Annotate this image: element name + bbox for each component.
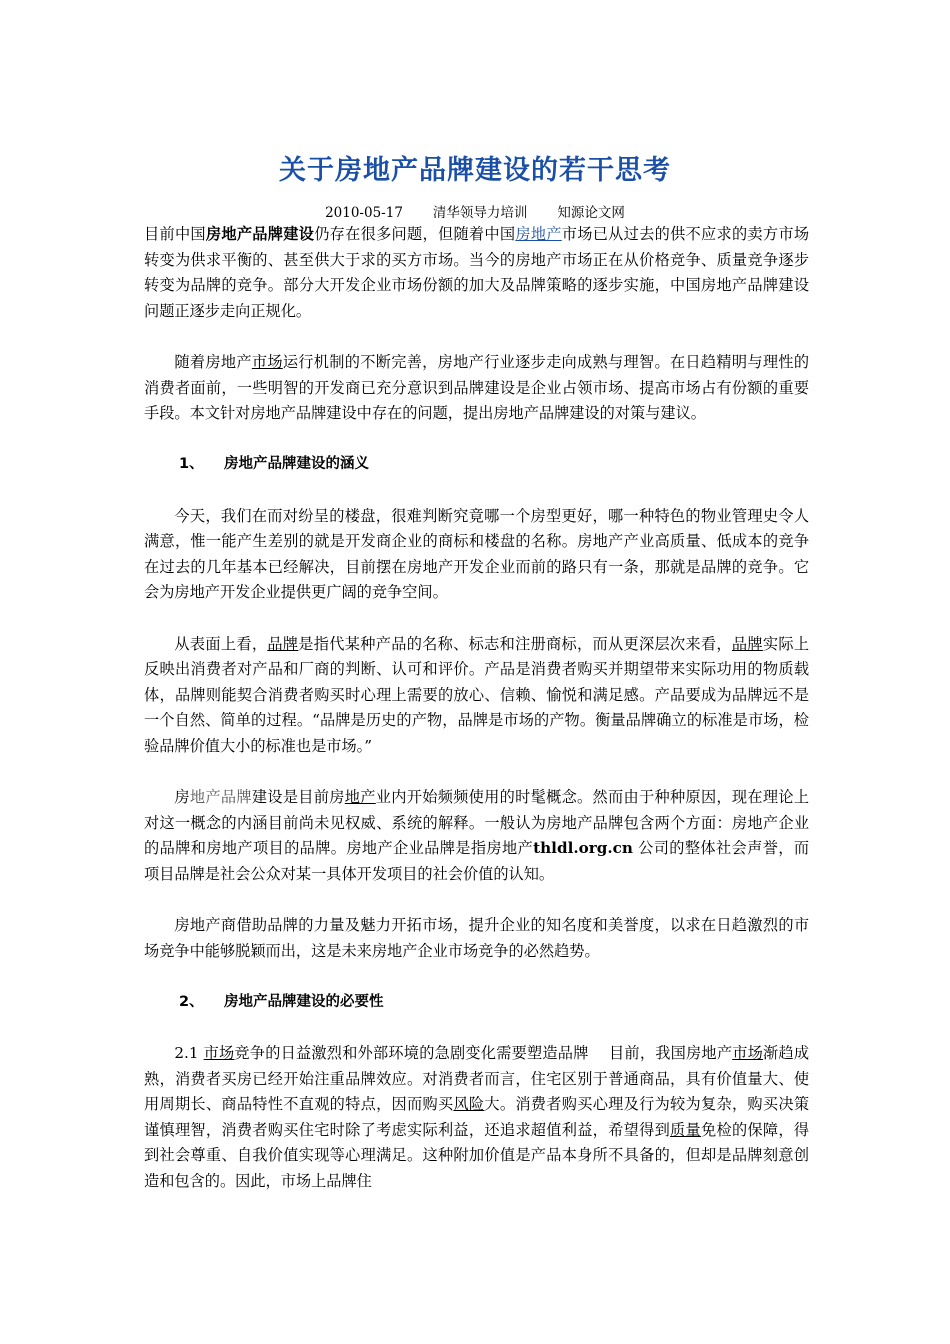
section-heading-1 bbox=[144, 452, 809, 478]
section-heading-2 bbox=[144, 990, 809, 1016]
text-span: 业内开始频频使用的时髦概念。然而由于种种原因，现在理论上对这一概念的内涵目前尚未见权威、系统的解释。一般认为房地产品牌包含两个方面：房地产企业的品牌和房地产项目的品牌。房地产企业品牌是指房地产 bbox=[144, 788, 810, 858]
text-span: 竞争的日益激烈和外部环境的急剧变化需要塑造品牌 目前，我国房地产 bbox=[234, 1044, 733, 1062]
text-span: 渐趋成熟，消费者买房已经开始注重品牌效应。对消费者而言，住宅区别于普通商品，具有价值量大、使用周期长、商品特性不直观的特点，因而购买 bbox=[144, 1044, 810, 1114]
watermark-domain: thldl.org.cn bbox=[533, 839, 633, 858]
article-body bbox=[144, 222, 809, 1220]
bold-keyword: 房地产品牌建设 bbox=[205, 225, 315, 243]
paragraph bbox=[144, 350, 809, 427]
paragraph bbox=[144, 1041, 809, 1195]
text-span: 目前中国 bbox=[144, 225, 206, 243]
text-span: 公司的整体社会声誉，而项目品牌是社会公众对某一具体开发项目的社会价值的认知。 bbox=[144, 839, 810, 883]
keyword-link[interactable]: 质量 bbox=[670, 1120, 701, 1139]
paragraph: 今天，我们在而对纷呈的楼盘，很难判断究竟哪一个房型更好，哪一种特色的物业管理史令人满意，惟一能产生差别的就是开发商企业的商标和楼盘的名称。房地产产业高质量、低成本的竞争在过去的几年基本已经解决，目前摆在房地产开发企业而前的路只有一条，那就是品牌的竞争。它会为房地产开发企业提供更广阔的竞争空间。 bbox=[144, 506, 809, 602]
section-title: 房地产品牌建设的涵义 bbox=[224, 456, 369, 473]
keyword-link[interactable]: 市场 bbox=[251, 352, 283, 371]
text-span: 2.1 bbox=[174, 1044, 204, 1062]
text-span: 建设是目前房 bbox=[251, 788, 345, 807]
keyword-link[interactable]: 市场 bbox=[732, 1044, 764, 1062]
text-span: 大。消费者购买心理及行为较为复杂，购买决策谨慎理智，消费者购买住宅时除了考虑实际利益，还追求超值利益，希望得到 bbox=[144, 1095, 810, 1139]
paragraph bbox=[144, 632, 809, 760]
keyword-link[interactable]: 品牌 bbox=[267, 634, 299, 653]
section-number: 2、 bbox=[179, 993, 204, 1010]
text-span: 运行机制的不断完善，房地产行业逐步走向成熟与理智。在日趋精明与理性的消费者面前，一些明智的开发商已充分意识到品牌建设是企业占领市场、提高市场占有份额的重要手段。本文针对房地产品牌建设中存在的问题，提出房地产品牌建设的对策与建议。 bbox=[144, 352, 810, 423]
paragraph-intro bbox=[144, 222, 809, 324]
keyword-link[interactable]: 风险 bbox=[453, 1095, 485, 1114]
section-number: 1、 bbox=[179, 456, 204, 473]
publish-date: 2010-05-17 bbox=[325, 205, 403, 221]
keyword-link[interactable]: 地产 bbox=[344, 788, 376, 807]
gray-keyword: 地产品牌 bbox=[189, 788, 252, 807]
text-span: 随着房地产 bbox=[174, 352, 252, 371]
keyword-link[interactable]: 品牌 bbox=[731, 634, 763, 653]
keyword-link[interactable]: 市场 bbox=[203, 1044, 235, 1062]
text-span: 免检的保障，得到社会尊重、自我价值实现等心理满足。这种附加价值是产品本身所不具备的，但却是品牌刻意创造和包含的。因此，市场上品牌住 bbox=[144, 1120, 810, 1190]
text-span: 仍存在很多问题，但随着中国 bbox=[314, 225, 516, 243]
publisher-label: 知源论文网 bbox=[557, 205, 625, 221]
text-span: 市场已从过去的供不应求的卖方市场转变为供求平衡的、甚至供大于求的买方市场。当今的房地产市场正在从价格竞争、质量竞争逐步转变为品牌的竞争。部分大开发企业市场份额的加大及品牌策略的逐步实施，中国房地产品牌建设问题正逐步走向正规化。 bbox=[144, 225, 810, 320]
document-meta bbox=[0, 201, 950, 221]
document-title: 关于房地产品牌建设的若干思考 bbox=[279, 155, 671, 186]
paragraph bbox=[144, 785, 809, 887]
text-span: 从表面上看， bbox=[174, 634, 268, 653]
text-span: 房 bbox=[174, 788, 190, 807]
keyword-link[interactable]: 房地产 bbox=[515, 225, 562, 243]
text-span: 实际上反映出消费者对产品和厂商的判断、认可和评价。产品是消费者购买并期望带来实际功用的物质载体，品牌则能契合消费者购买时心理上需要的放心、信赖、愉悦和满足感。产品要成为品牌远不是一个自然、简单的过程。“品牌是历史的产物，品牌是市场的产物。衡量品牌确立的标准是市场，检验品牌价值大小的标准也是市场。” bbox=[144, 634, 810, 755]
section-title: 房地产品牌建设的必要性 bbox=[224, 993, 384, 1010]
source-label: 清华领导力培训 bbox=[432, 205, 528, 221]
paragraph: 房地产商借助品牌的力量及魅力开拓市场，提升企业的知名度和美誉度，以求在日趋激烈的市场竞争中能够脱颖而出，这是未来房地产企业市场竞争的必然趋势。 bbox=[144, 916, 809, 960]
text-span: 是指代某种产品的名称、标志和注册商标，而从更深层次来看， bbox=[298, 634, 732, 653]
